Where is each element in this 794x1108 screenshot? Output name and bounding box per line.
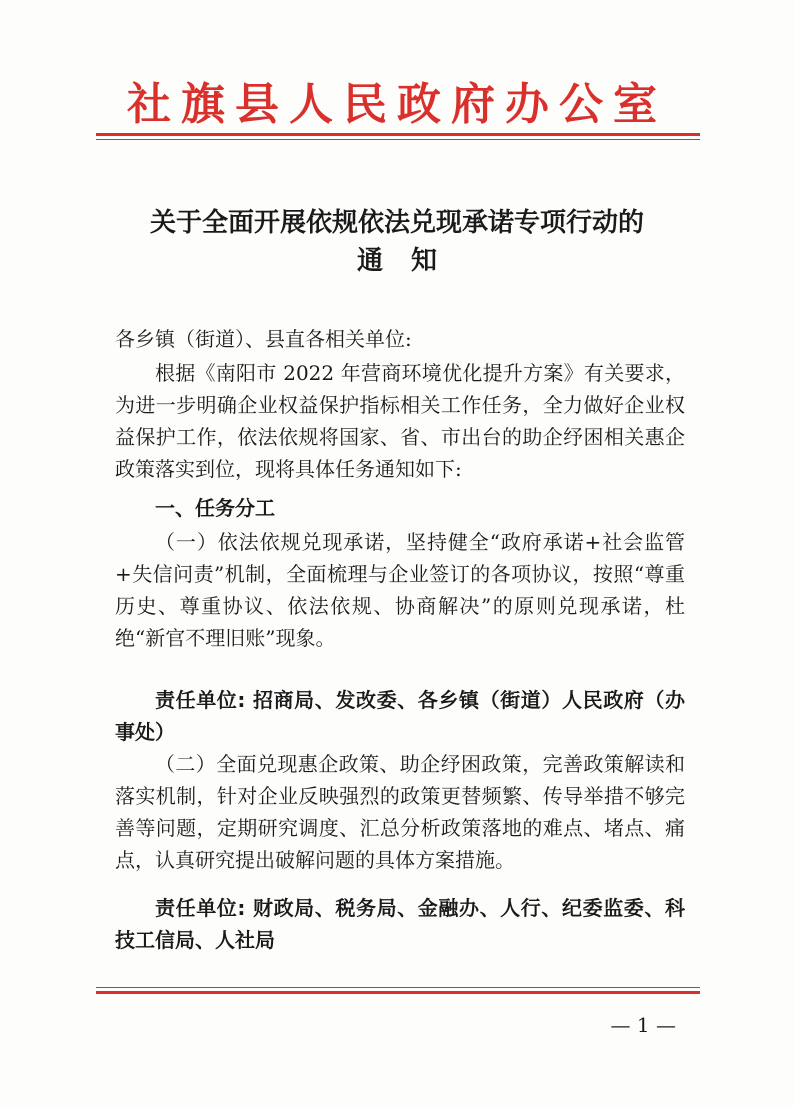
header-red-rule-thin: [96, 139, 700, 140]
salutation: 各乡镇（街道）、县直各相关单位:: [115, 327, 412, 351]
page-number: — 1 —: [610, 1013, 676, 1037]
task-item-1-responsible: 责任单位: 招商局、发改委、各乡镇（街道）人民政府（办事处）: [115, 688, 685, 744]
intro-paragraph: 根据《南阳市 2022 年营商环境优化提升方案》有关要求，为进一步明确企业权益保护指标相关工作任务，全力做好企业权益保护工作，依法依规将国家、省、市出台的助企纾困相关惠企政策落实到位，现将具体任务通知如下:: [115, 361, 685, 481]
section-heading-task-division: 一、任务分工: [155, 496, 275, 520]
footer-red-rule-thin: [96, 987, 700, 988]
document-title-line2: 通知: [356, 246, 465, 276]
org-header-title: 社旗县人民政府办公室: [127, 79, 667, 130]
footer-red-rule-thick: [96, 991, 700, 994]
task-item-2-responsible: 责任单位: 财政局、税务局、金融办、人行、纪委监委、科技工信局、人社局: [115, 896, 685, 952]
task-item-1: （一）依法依规兑现承诺，坚持健全“政府承诺+社会监管+失信问责”机制，全面梳理与企业签订的各项协议，按照“尊重历史、尊重协议、依法依规、协商解决”的原则兑现承诺，杜绝“新官不理旧账”现象。: [115, 530, 685, 650]
header-red-rule-thick: [96, 133, 700, 136]
task-item-2: （二）全面兑现惠企政策、助企纾困政策，完善政策解读和落实机制，针对企业反映强烈的政策更替频繁、传导举措不够完善等问题，定期研究调度、汇总分析政策落地的难点、堵点、痛点，认真研究提出破解问题的具体方案措施。: [115, 752, 685, 872]
document-title-line1: 关于全面开展依规依法兑现承诺专项行动的: [149, 208, 644, 238]
